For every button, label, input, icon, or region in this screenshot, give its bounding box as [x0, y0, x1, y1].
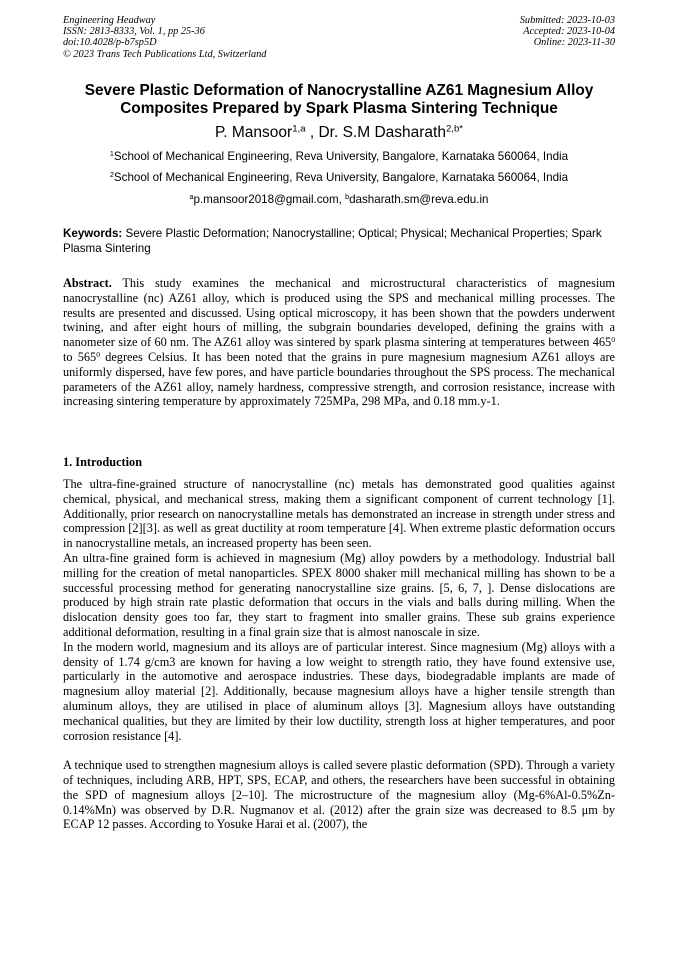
paper-title	[50, 82, 628, 118]
intro-paragraph-2: An ultra-fine grained form is achieved in magnesium (Mg) alloy powders by a methodology. Industrial ball milling for the creation of metal nanoparticles. SPEX 8000 shaker mill mechanical milling has shown to be a successful processing method for generating nanocrystalline size grains. [5, 6, 7, ]. Dense dislocations are produced by high strain rate plastic deformation that occurs in the vials and balls during milling. When the dislocation density goes too far, they start to fragment into smaller grains. These sub grains experience additional deformation, resulting in a final grain size that is almost nanoscale in size.	[63, 550, 615, 639]
online-date: Online: 2023-11-30	[533, 37, 615, 49]
keywords-text: Severe Plastic Deformation; Nanocrystalline; Optical; Physical; Mechanical Properties; Spark Plasma Sintering	[63, 227, 602, 255]
author-emails	[40, 193, 638, 207]
issn-line: ISSN: 2813-8333, Vol. 1, pp 25-36	[63, 26, 205, 38]
email-a-sup: a	[189, 192, 194, 202]
affiliation-2-sup: 2	[109, 170, 114, 180]
email-b-sup: b	[345, 192, 350, 202]
degree-sup-2: 0	[96, 349, 101, 359]
accepted-date: Accepted: 2023-10-04	[523, 26, 615, 38]
affiliation-2-text: School of Mechanical Engineering, Reva University, Bangalore, Karnataka 560064, India	[113, 171, 569, 184]
introduction-heading: 1. Introduction	[63, 455, 143, 469]
abstract	[63, 276, 615, 409]
dates-header	[520, 15, 615, 49]
introduction-body	[63, 477, 615, 832]
affiliation-1-text: School of Mechanical Engineering, Reva University, Bangalore, Karnataka 560064, India	[113, 150, 569, 163]
author-separator: ,	[305, 124, 319, 141]
copyright-line: © 2023 Trans Tech Publications Ltd, Switzerland	[63, 48, 267, 60]
email-a: p.mansoor2018@gmail.com,	[193, 193, 346, 206]
author-list	[50, 124, 628, 142]
abstract-text-2: to 565	[63, 349, 97, 364]
intro-paragraph-4: A technique used to strengthen magnesium alloys is called severe plastic deformation (SPD). Through a variety of techniques, including ARB, HPT, SPS, ECAP, and others, the researchers have been successful in obtaining the SPD of magnesium alloys [2–10]. The microstructure of the magnesium alloy (Mg-6%Al-0.5%Zn-0.14%Mn) was observed by D.R. Nugmanov et al. (2012) after the grain size was decreased to 8.5 μm by ECAP 12 passes. According to Yosuke Harai et al. (2007), the	[63, 758, 615, 832]
journal-header	[63, 15, 266, 60]
keywords	[63, 227, 615, 256]
author-1-name: P. Mansoor	[214, 124, 293, 141]
abstract-text-3: degrees Celsius. It has been noted that the grains in pure magnesium magnesium AZ61 alloys are uniformly dispersed, have few pores, and have particle boundaries throughout the SPS process. The mechanical parameters of the AZ61 alloy, namely hardness, compressive strength, and corrosion resistance, increase with increasing sintering temperature by approximately 725MPa, 298 MPa, and 0.18 mm.y-1.	[63, 349, 615, 409]
degree-sup-1: 0	[611, 335, 615, 344]
email-b: dasharath.sm@reva.edu.in	[349, 193, 489, 206]
keywords-label: Keywords:	[63, 227, 123, 240]
author-2-sup: 2,b*	[445, 123, 464, 135]
intro-paragraph-3: In the modern world, magnesium and its alloys are of particular interest. Since magnesium (Mg) alloys with a density of 1.74 g/cm3 are known for having a low weight to strength ratio, they have found extensive use, particularly in the automotive and aerospace industries. These days, biodegradable implants are made of magnesium alloy material [2]. Additionally, because magnesium alloys have a higher tensile strength than aluminum alloys, they are utilised in place of aluminum alloys [3]. Magnesium alloys have outstanding mechanical qualities, but they are limited by their low ductility, strength loss at higher temperatures, and poor corrosion resistance [4].	[63, 639, 615, 743]
doi-line: doi:10.4028/p-b7sp5D	[63, 37, 157, 49]
author-1-sup: 1,a	[292, 123, 306, 135]
affiliation-2	[40, 171, 638, 185]
author-2-name: Dr. S.M Dasharath	[318, 124, 446, 141]
intro-paragraph-1: The ultra-fine-grained structure of nanocrystalline (nc) metals has demonstrated good qualities against chemical, physical, and mechanical stress, making them a significant component of current technology [1]. Additionally, prior research on nanocrystalline metals has demonstrated an increase in strength under stress and compression [2][3]. as well as great ductility at room temperature [4]. When extreme plastic deformation occurs in nanocrystalline metals, an increased property has been seen.	[63, 477, 615, 551]
title-line-1: Severe Plastic Deformation of Nanocrystalline AZ61 Magnesium Alloy	[84, 82, 594, 99]
title-line-2: Composites Prepared by Spark Plasma Sintering Technique	[120, 100, 558, 117]
affiliation-1	[40, 150, 638, 164]
submitted-date: Submitted: 2023-10-03	[519, 15, 615, 26]
abstract-text-1: This study examines the mechanical and microstructural characteristics of magnesium nanocrystalline (nc) AZ61 alloy, which is produced using the SPS and mechanical milling processes. The results are presented and discussed. Using optical microscopy, it has been shown that the powders underwent twining, and after eight hours of milling, the subgrain boundaries developed, defining the grains with a nanometer size of 60 nm. The AZ61 alloy was sintered by spark plasma sintering at temperatures between 465	[63, 276, 615, 350]
abstract-label: Abstract.	[63, 276, 112, 290]
journal-name: Engineering Headway	[63, 15, 156, 26]
affiliation-1-sup: 1	[109, 149, 114, 159]
